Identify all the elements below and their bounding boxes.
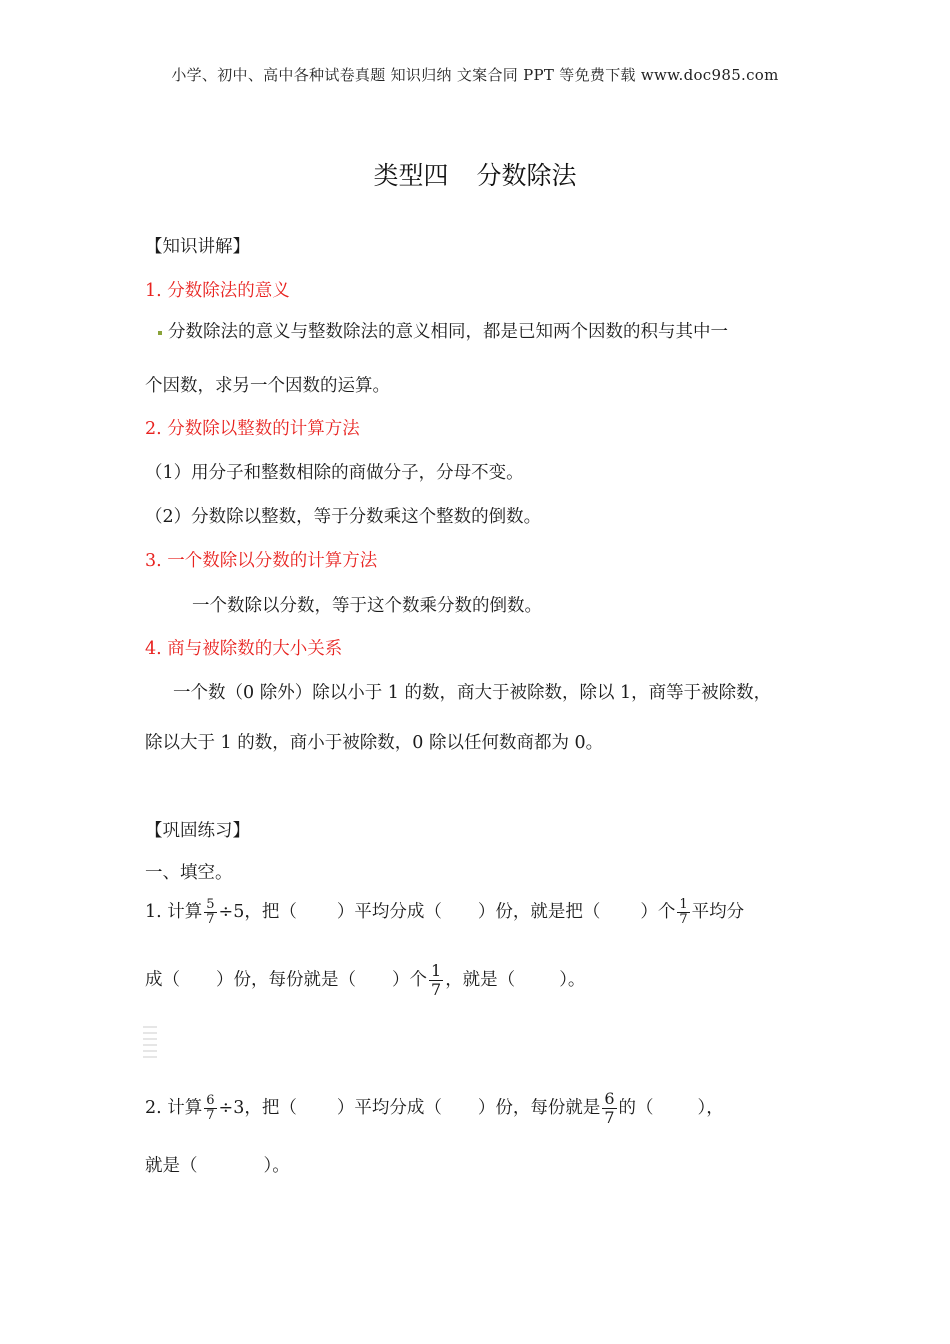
section-2-heading: 2. 分数除以整数的计算方法 xyxy=(145,419,360,439)
scan-mark xyxy=(143,1026,157,1062)
question-1-line-2: 成（ ）份，每份就是（ ）个 $\frac{1}{7}$ ，就是（ ）。 xyxy=(145,961,586,999)
fraction-1-7: $\frac{1}{7}$ xyxy=(431,961,442,999)
question-1-line-1: 1. 计算 $\frac{5}{7}$ ÷5，把（ ）平均分成（ ）份，就是把（ ）个 $\frac{1}{7}$ 平均分 xyxy=(145,897,745,927)
fraction-6-7: $\frac{6}{7}$ xyxy=(604,1089,615,1127)
knowledge-heading: 【知识讲解】 xyxy=(145,237,250,257)
section-3-line-1: 一个数除以分数，等于这个数乘分数的倒数。 xyxy=(192,596,542,616)
title-part-2: 分数除法 xyxy=(476,161,577,190)
section-1-line-2: 个因数，求另一个因数的运算。 xyxy=(145,376,390,396)
section-4-line-2: 除以大于 1 的数，商小于被除数，0 除以任何数商都为 0。 xyxy=(145,733,604,753)
part-one-label: 一、填空。 xyxy=(145,863,233,883)
fraction-1-7: $\frac{1}{7}$ xyxy=(679,897,688,927)
question-2-line-2: 就是（ ）。 xyxy=(145,1156,290,1176)
section-2-item-2: （2）分数除以整数，等于分数乘这个整数的倒数。 xyxy=(145,507,542,527)
bullet-dot-icon xyxy=(158,331,162,335)
fraction-6-7: $\frac{6}{7}$ xyxy=(206,1093,215,1123)
section-1-heading: 1. 分数除法的意义 xyxy=(145,281,290,301)
question-2-line-1: 2. 计算 $\frac{6}{7}$ ÷3，把（ ）平均分成（ ）份，每份就是 $\frac{6}{7}$ 的（ ）， xyxy=(145,1089,724,1127)
section-4-line-1: 一个数（0 除外）除以小于 1 的数，商大于被除数，除以 1，商等于被除数， xyxy=(173,683,772,703)
page-header: 小学、初中、高中各种试卷真题 知识归纳 文案合同 PPT 等免费下载 www.doc985.com xyxy=(171,66,779,84)
section-4-heading: 4. 商与被除数的大小关系 xyxy=(145,639,343,659)
title-part-1: 类型四 xyxy=(373,161,449,190)
section-1-line-1: 分数除法的意义与整数除法的意义相同，都是已知两个因数的积与其中一 xyxy=(158,318,728,343)
section-2-item-1: （1）用分子和整数相除的商做分子，分母不变。 xyxy=(145,463,524,483)
page-title xyxy=(0,156,950,192)
section-3-heading: 3. 一个数除以分数的计算方法 xyxy=(145,551,378,571)
practice-heading: 【巩固练习】 xyxy=(145,821,250,841)
fraction-5-7: $\frac{5}{7}$ xyxy=(206,897,215,927)
